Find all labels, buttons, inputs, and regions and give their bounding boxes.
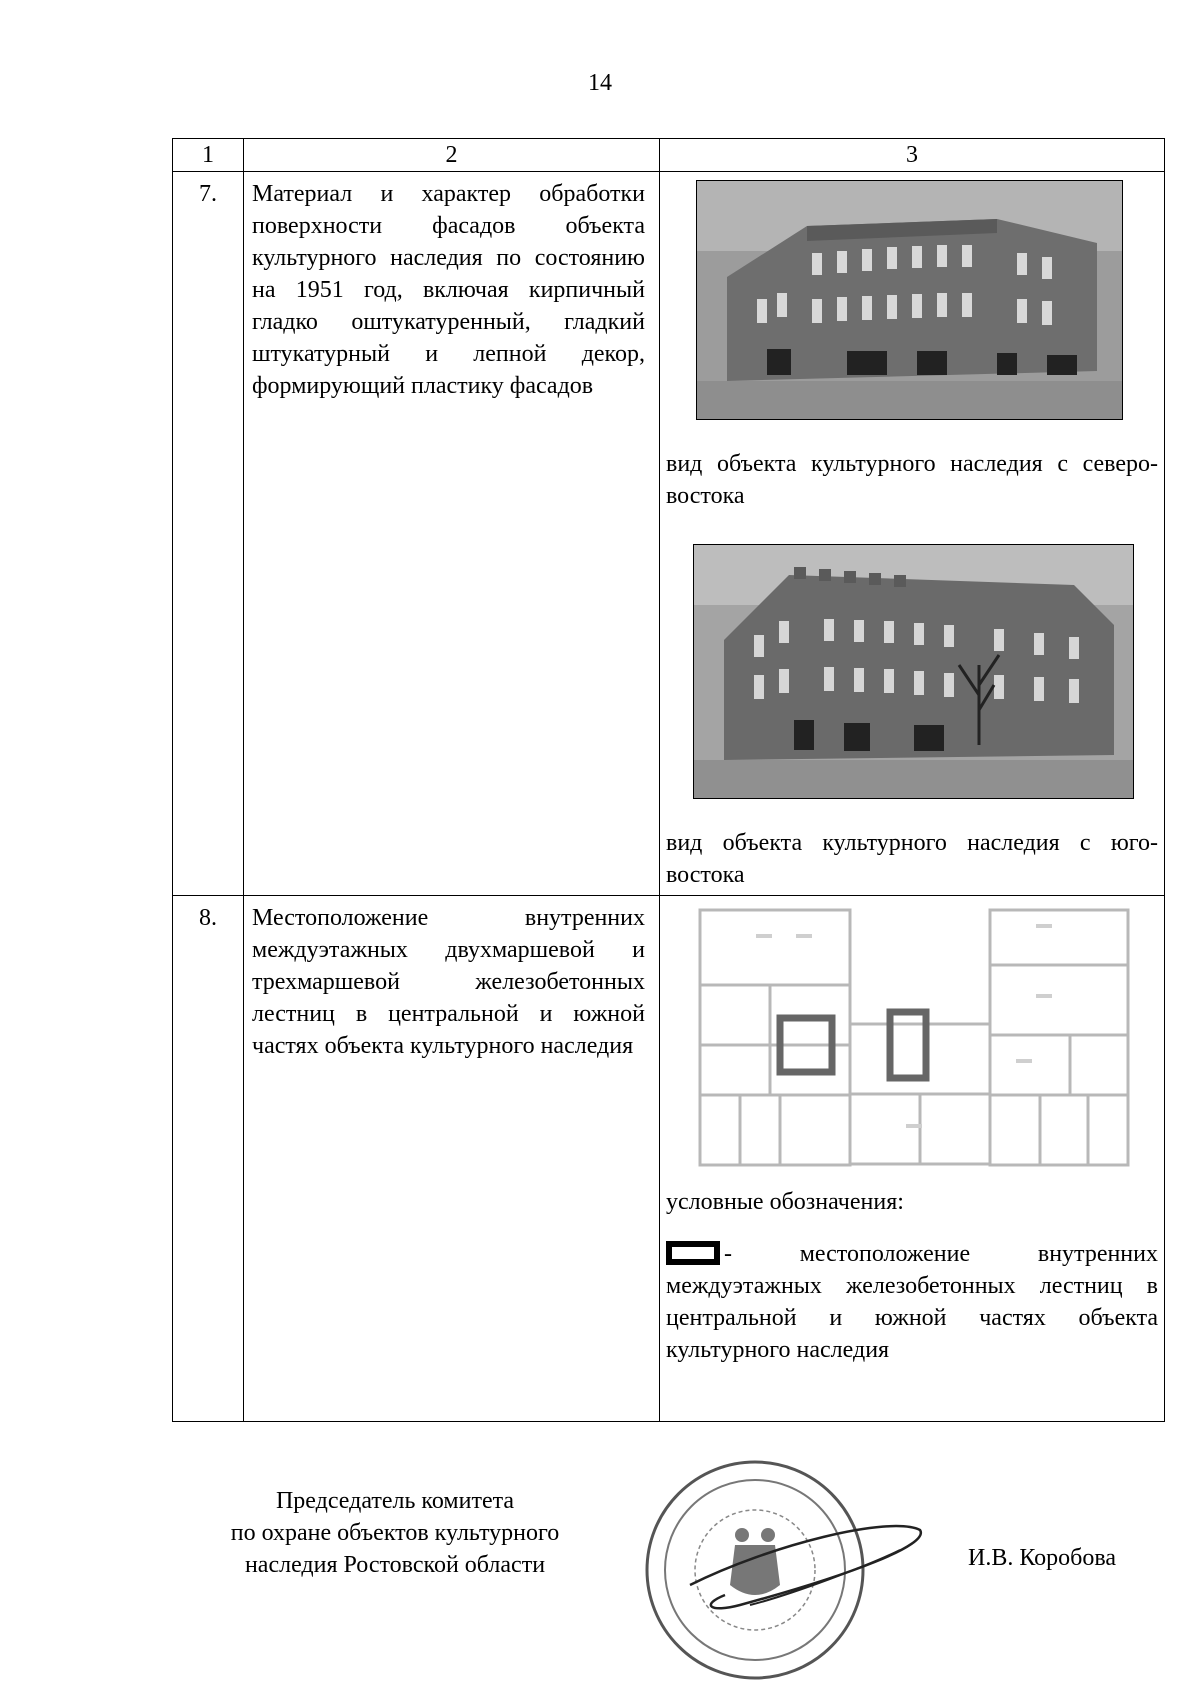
legend-text: - местоположение внутренних междуэтажных железобетонных лестниц в центральной и южной частях объекта культурного наследия (666, 1241, 1158, 1363)
facade-photo-northeast (696, 180, 1123, 420)
column-header: 3 (660, 139, 1165, 172)
objects-table (172, 138, 1165, 1422)
table-header-row (173, 139, 1165, 172)
page-number: 14 (588, 70, 612, 96)
legend-title: условные обозначения: (666, 1189, 904, 1215)
column-header: 2 (244, 139, 660, 172)
row-number: 8. (173, 896, 244, 1422)
position-line: по охране объектов культурного (230, 1520, 560, 1546)
official-seal-stamp (630, 1455, 930, 1695)
signatory-name: И.В. Коробова (968, 1545, 1117, 1571)
facade-photo-southeast (693, 544, 1134, 799)
row-description: Местоположение внутренних междуэтажных двухмаршевой и трехмаршевой железобетонных лестниц в центральной и южной частях объекта культурного наследия (244, 896, 660, 1422)
signatory-position (190, 1485, 600, 1581)
row-description: Материал и характер обработки поверхности фасадов объекта культурного наследия по состоянию на 1951 год, включая кирпичный гладко оштукатуренный, гладкий штукатурный и лепной декор, формирующий пластику фасадов (244, 172, 660, 896)
row-number: 7. (173, 172, 244, 896)
position-line: наследия Ростовской области (244, 1552, 546, 1578)
position-line: Председатель комитета (275, 1488, 515, 1514)
table-row (173, 172, 1165, 896)
floor-plan (696, 904, 1136, 1174)
table-row (173, 896, 1165, 1422)
stair-location-legend-icon (666, 1241, 720, 1265)
column-header: 1 (173, 139, 244, 172)
illustration-cell (660, 896, 1165, 1422)
photo-caption: вид объекта культурного наследия с юго-востока (666, 830, 1158, 888)
illustration-cell (660, 172, 1165, 896)
legend-item (666, 1238, 1158, 1366)
photo-caption: вид объекта культурного наследия с северо-востока (666, 451, 1158, 509)
